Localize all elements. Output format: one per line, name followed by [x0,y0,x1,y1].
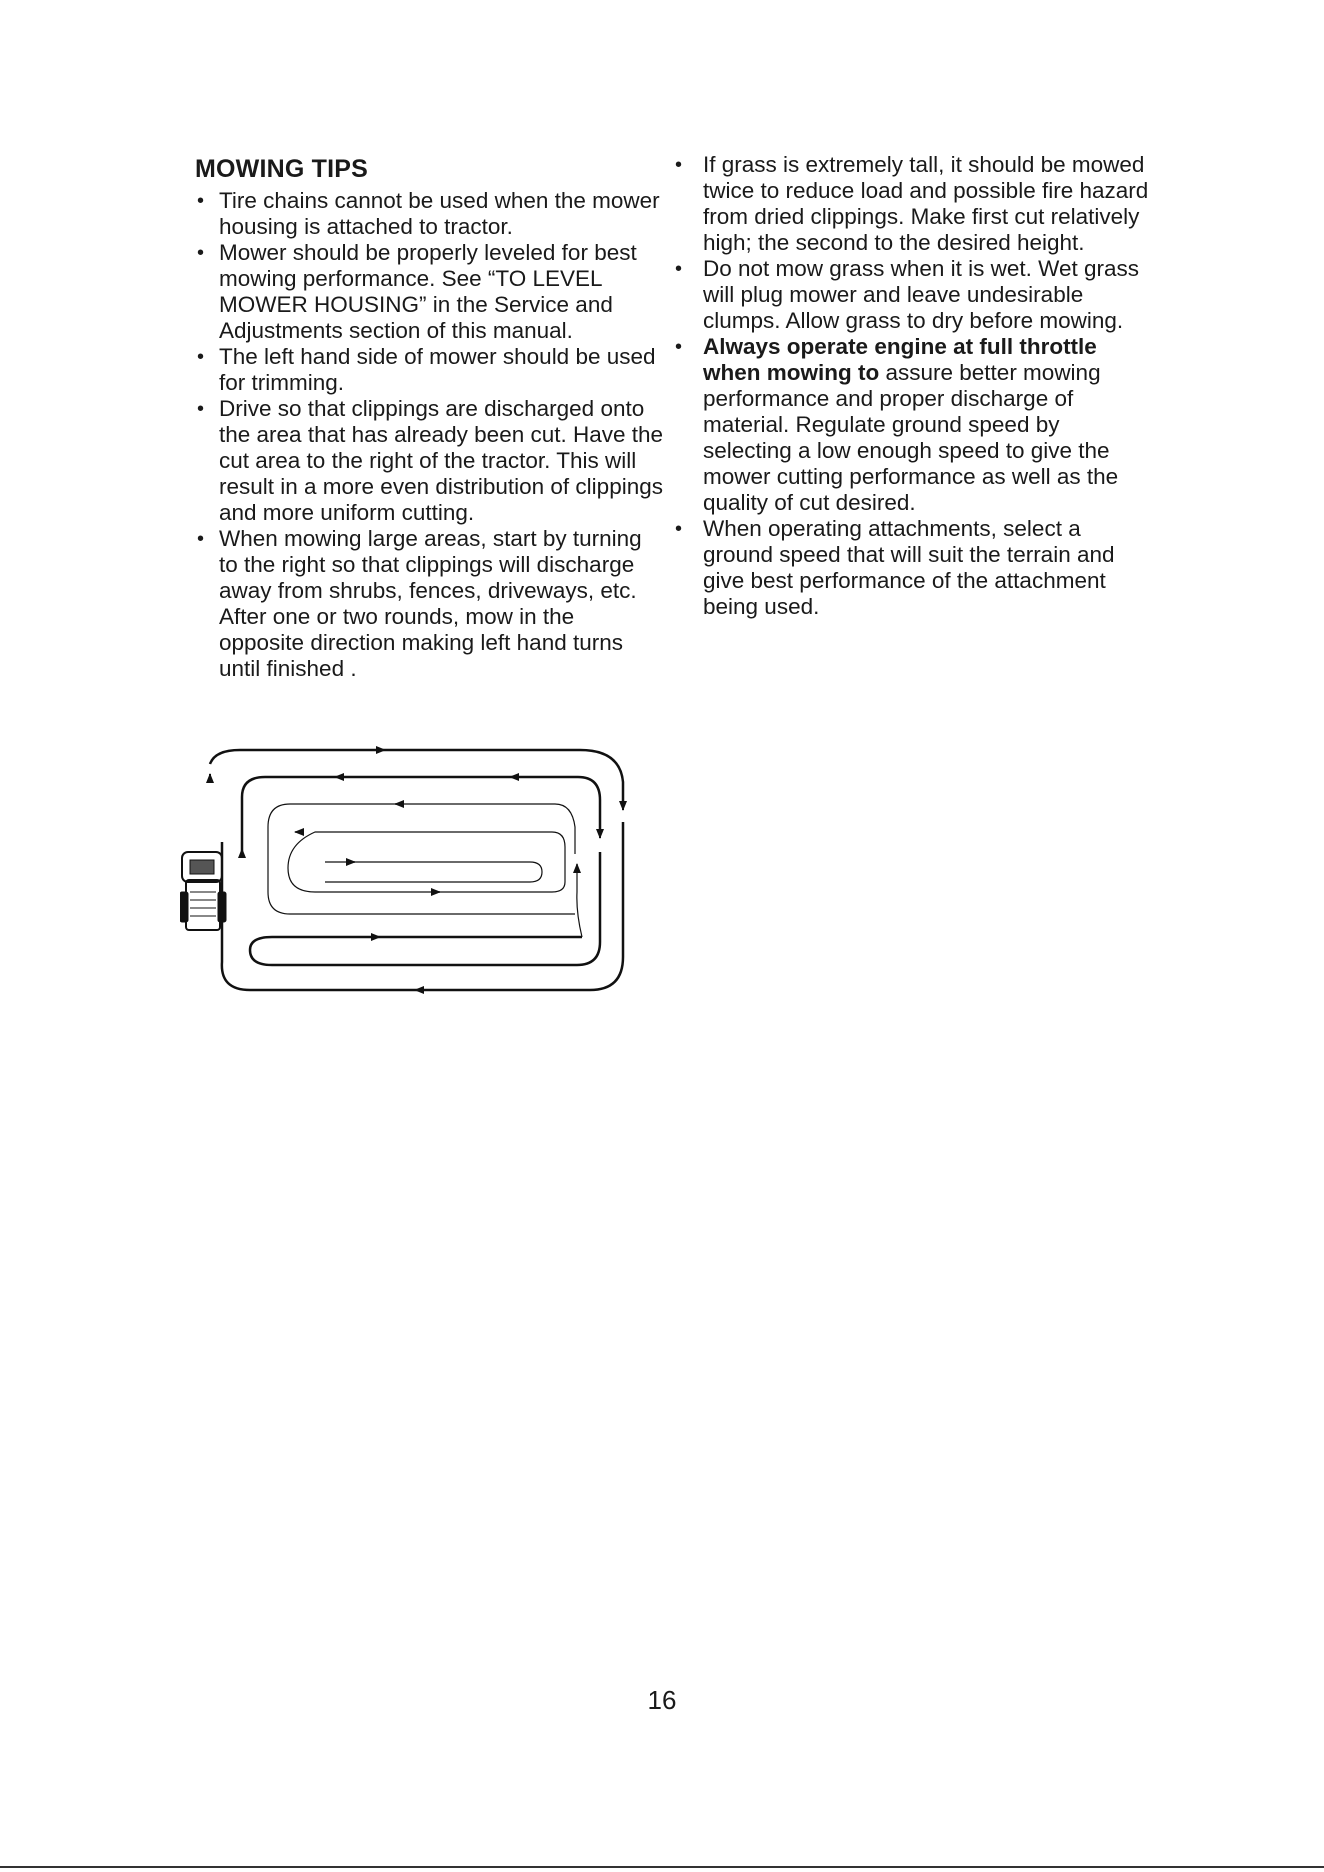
section-title: MOWING TIPS [195,155,369,183]
list-item [672,334,1152,516]
left-column [195,152,665,682]
list-item: • When mowing large areas, start by turning to the right so that clippings will discharge away from shrubs, fences, driveways, etc. After one or two rounds, mow in the opposite direction making left hand turns until finished . [195,526,665,682]
inner-loop-1 [268,804,575,914]
right-bullet-list [672,152,1152,620]
page-number: 16 [647,1685,677,1715]
list-item [672,256,1152,334]
third-path [577,867,582,937]
second-path [242,777,600,852]
left-bullet-list [195,188,665,682]
list-item: • Mower should be properly leveled for best mowing performance. See “TO LEVEL MOWER HOUSING” in the Service and Adjustments section of this manual. [195,240,665,344]
list-item: • The left hand side of mower should be used for trimming. [195,344,665,396]
bottom-rule [0,1866,1324,1868]
right-column [672,152,1152,620]
bullet-text: When operating attachments, select a ground speed that will suit the terrain and give best performance of the attachment being used. [703,516,1115,619]
second-right-path [250,852,600,965]
list-item: • Drive so that clippings are discharged onto the area that has already been cut. Have the cut area to the right of the tractor. This will result in a more even distribution of clippings and more uniform cutting. [195,396,665,526]
bullet-text: assure better mowing performance and proper discharge of material. Regulate ground speed by selecting a low enough speed to give the mower cutting performance as well as the quality of cut desired. [703,360,1119,515]
tractor-icon [180,852,226,930]
list-item: • Tire chains cannot be used when the mower housing is attached to tractor. [195,188,665,240]
bullet-bold-text: Always operate engine at full throttle when mowing to [703,334,1097,385]
list-item [672,516,1152,620]
mowing-pattern-diagram [180,742,640,1002]
inner-loop-3 [325,862,542,882]
bullet-text: If grass is extremely tall, it should be mowed twice to reduce load and possible fire hazard from dried clippings. Make first cut relatively high; the second to the desired height. [703,152,1149,255]
bullet-text: Do not mow grass when it is wet. Wet grass will plug mower and leave undesirable clumps. Allow grass to dry before mowing. [703,256,1139,333]
list-item [672,152,1152,256]
